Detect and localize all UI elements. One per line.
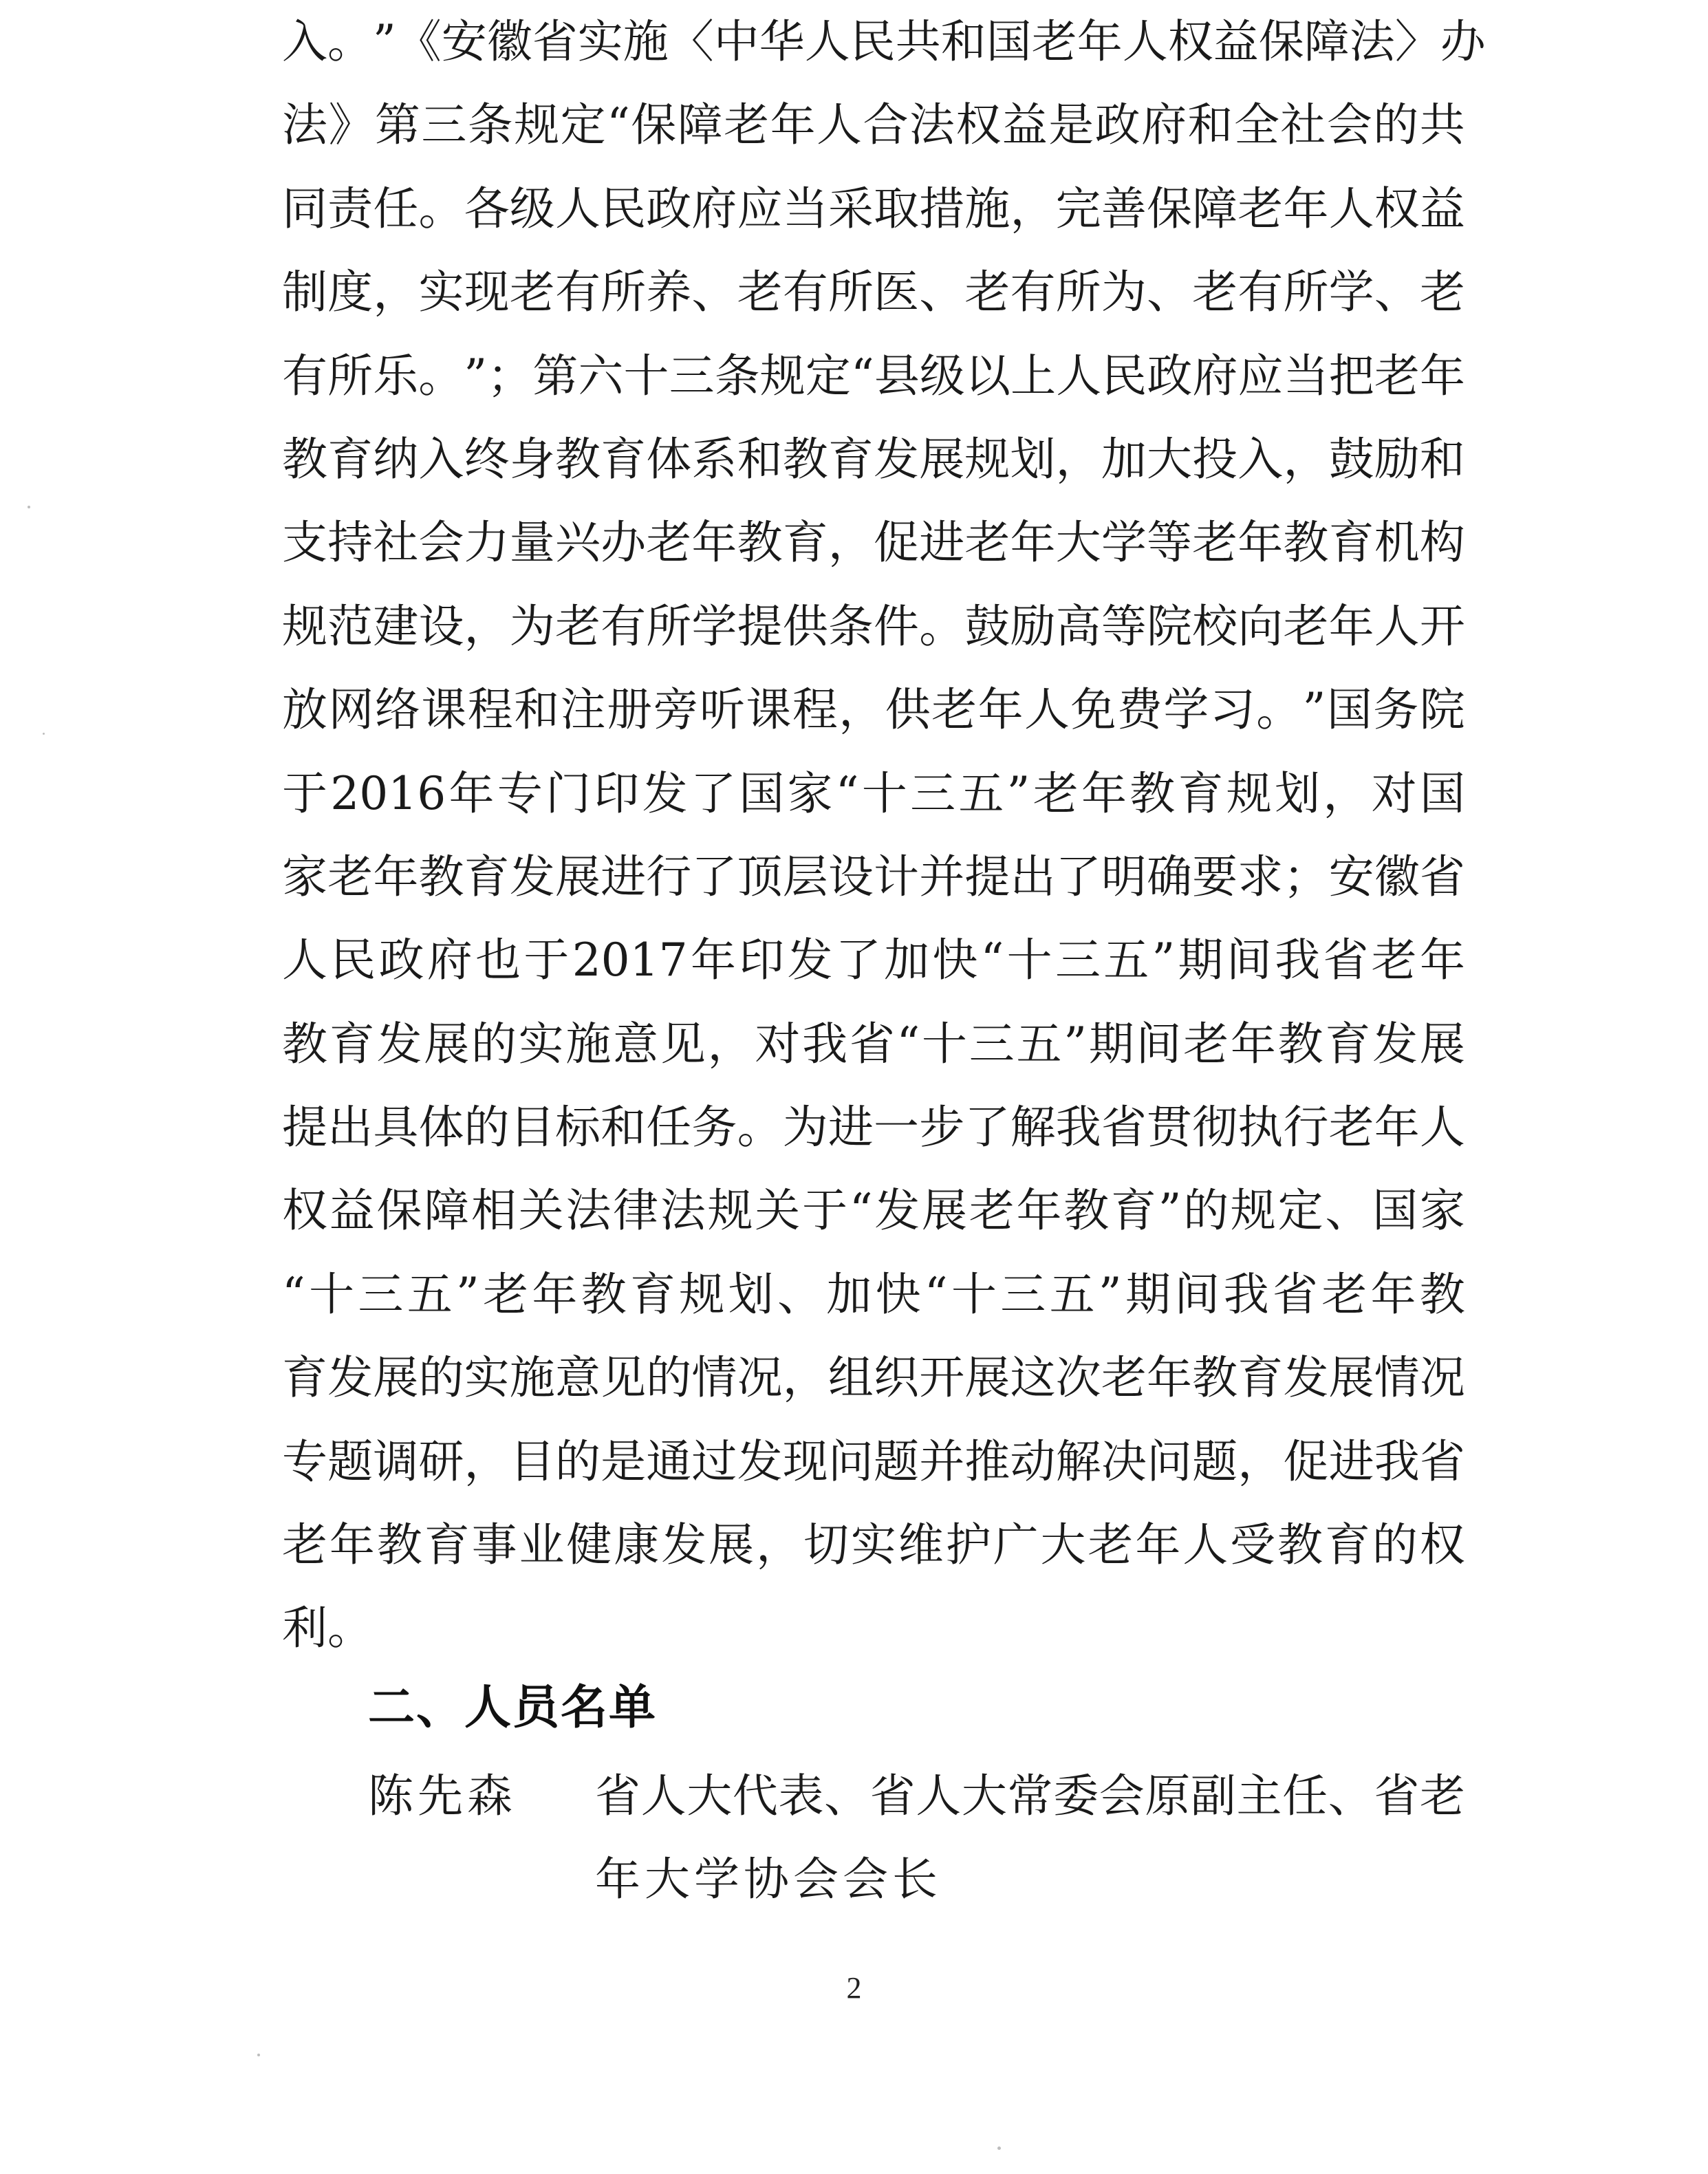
paragraph-line: 支 持 社 会 力 量 兴 办 老 年 教 育 ， 促 进 老 年 大 学 等 老 年 教 育 机 构 [282,516,1465,570]
paragraph-line: “ 十 三 五 ” 老 年 教 育 规 划 、 加 快 “ 十 三 五 ” 期 间 我 省 老 年 教 [282,1267,1465,1321]
paragraph-line: 人 民 政 府 也 于 2017 年 印 发 了 加 快 “ 十 三 五 ” 期 间 我 省 老 年 [282,934,1465,987]
paragraph-line: 入 。 ” 《 安 徽 省 实 施 〈 中 华 人 民 共 和 国 老 年 人 权 益 保 障 法 〉 办 [282,15,1486,68]
paragraph-line: 老 年 教 育 事 业 健 康 发 展 ， 切 实 维 护 广 大 老 年 人 受 教 育 的 权 [282,1518,1465,1572]
paragraph-line: 于 2016 年 专 门 印 发 了 国 家 “ 十 三 五 ” 老 年 教 育 规 划 ， 对 国 [282,766,1465,820]
scan-speck [43,733,45,735]
paragraph-line: 教 育 纳 入 终 身 教 育 体 系 和 教 育 发 展 规 划 ， 加 大 投 入 ， 鼓 励 和 [282,432,1465,486]
paragraph-line: 专 题 调 研 ， 目 的 是 通 过 发 现 问 题 并 推 动 解 决 问 题 ， 促 进 我 省 [282,1434,1465,1488]
paragraph-line: 育 发 展 的 实 施 意 见 的 情 况 ， 组 织 开 展 这 次 老 年 教 育 发 展 情 况 [282,1351,1465,1405]
person-name: 陈先森 [368,1769,517,1822]
paragraph-line: 法 》 第 三 条 规 定 “ 保 障 老 年 人 合 法 权 益 是 政 府 和 全 社 会 的 共 [282,98,1465,152]
paragraph-line: 提 出 具 体 的 目 标 和 任 务 。 为 进 一 步 了 解 我 省 贯 彻 执 行 老 年 人 [282,1101,1465,1154]
scan-speck [257,2054,260,2056]
paragraph-line: 权 益 保 障 相 关 法 律 法 规 关 于 “ 发 展 老 年 教 育 ” 的 规 定 、 国 家 [282,1184,1465,1238]
scan-speck [997,2146,1001,2150]
paragraph-line: 制 度 ， 实 现 老 有 所 养 、 老 有 所 医 、 老 有 所 为 、 老 有 所 学 、 老 [282,266,1465,319]
paragraph-line: 利。 [282,1602,373,1655]
scan-speck [28,506,30,508]
paragraph-line: 同 责 任 。 各 级 人 民 政 府 应 当 采 取 措 施 ， 完 善 保 障 老 年 人 权 益 [282,182,1465,235]
person-role-line: 年大学协会会长 [595,1853,942,1906]
paragraph-line: 有 所 乐 。 ” ； 第 六 十 三 条 规 定 “ 县 级 以 上 人 民 政 府 应 当 把 老 年 [282,349,1465,402]
paragraph-line: 家 老 年 教 育 发 展 进 行 了 顶 层 设 计 并 提 出 了 明 确 要 求 ； 安 徽 省 [282,850,1465,903]
page-number: 2 [846,1971,862,2005]
paragraph-line: 教 育 发 展 的 实 施 意 见 ， 对 我 省 “ 十 三 五 ” 期 间 老 年 教 育 发 展 [282,1017,1465,1070]
person-role-line: 省 人 大 代 表 、 省 人 大 常 委 会 原 副 主 任 、 省 老 [595,1769,1465,1822]
section-heading: 二、人员名单 [368,1681,658,1735]
paragraph-line: 规 范 建 设 ， 为 老 有 所 学 提 供 条 件 。 鼓 励 高 等 院 校 向 老 年 人 开 [282,599,1465,653]
person-role [595,1754,1465,1921]
body-paragraph [282,0,1486,1670]
paragraph-line: 放 网 络 课 程 和 注 册 旁 听 课 程 ， 供 老 年 人 免 费 学 习 。 ” 国 务 院 [282,683,1465,737]
